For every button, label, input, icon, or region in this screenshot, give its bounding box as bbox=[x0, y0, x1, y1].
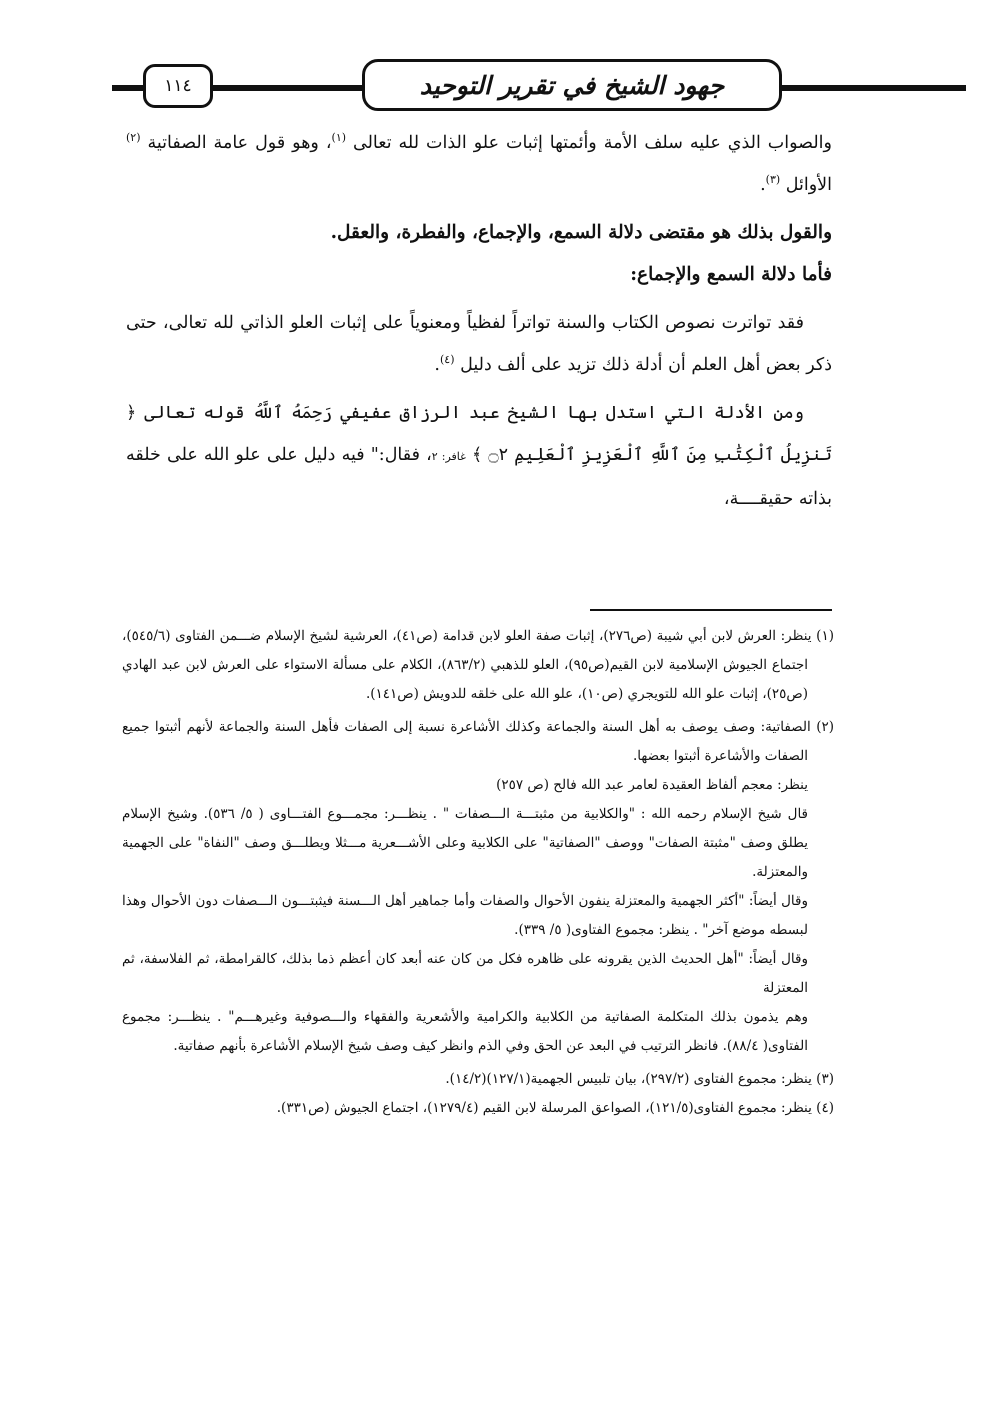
footnote-ref-3: (٣) bbox=[765, 173, 781, 187]
quran-verse: ﴿ تَنزِيلُ ٱلْكِتَٰبِ مِنَ ٱللَّهِ ٱلْعَزِيزِ ٱلْعَلِيمِ ۝٢ ﴾ bbox=[126, 403, 832, 465]
footnote-2-line-3: قال شيخ الإسلام رحمه الله : "والكلابية من مثبتـــة الـــصفات " . ينظـــر: مجمـــوع الفتـــاوى ( ٥/ ٥٣٦). وشيخ الإسلام يطلق وصف "مثبتة الصفات" ووصف "الصفاتية" على الكلابية وعلى الأشـــعرية مـــثلا ويطلـــق وصف "النفاة" على الجهمية والمعتزلة. bbox=[122, 806, 809, 880]
verse-reference: غافر: ٢ bbox=[431, 450, 466, 463]
header-title: جهود الشيخ في تقرير التوحيد bbox=[419, 70, 725, 100]
paragraph-2: والقول بذلك هو مقتضى دلالة السمع، والإجماع، والفطرة، والعقل. bbox=[330, 222, 832, 243]
paragraph-4: فقد تواترت نصوص الكتاب والسنة تواتراً لفظياً ومعنوياً على إثبات العلو الذاتي لله تعالى، حتى ذكر بعض أهل العلم أن أدلة ذلك تزيد على ألف دليل $^{(٤)}$. bbox=[126, 313, 832, 375]
footnote-2-line-4: وقال أيضاً: "أكثر الجهمية والمعتزلة ينفون الأحوال والصفات وأما جماهير أهل الـــسنة فيثبتـــون الـــصفات دون الأحوال وهذا لبسطه موضع آخر" . ينظر: مجموع الفتاوى( ٥/ ٣٣٩). bbox=[122, 893, 808, 938]
page-number: ١١٤ bbox=[164, 76, 192, 96]
main-text bbox=[126, 122, 832, 520]
footnote-ref-1: (١) bbox=[331, 131, 347, 145]
paragraph-1: والصواب الذي عليه سلف الأمة وأئمتها إثبات علو الذات لله تعالى $^{(١)}$، وهو قول عامة الصفاتية $^{(٢)}$ الأوائل $^{(٣)}$. bbox=[126, 131, 832, 195]
paragraph-5: ومن الأدلة التي استدل بها الشيخ عبد الرزاق عفيفي رَحِمَهُ ٱللَّهُ قوله تعالى ﴿ تَنزِيلُ ٱلْكِتَٰبِ مِنَ ٱللَّهِ ٱلْعَزِيزِ ٱلْعَلِيمِ ۝٢ ﴾ غافر: ٢، فقال:" فيه دليل على علو الله على خلقه بذاته حقيقــــة، bbox=[126, 403, 832, 509]
section-heading: فأما دلالة السمع والإجماع: bbox=[630, 264, 832, 285]
footnote-ref-2: (٢) bbox=[126, 131, 141, 145]
footnote-2: (٢) الصفاتية: وصف يوصف به أهل السنة والجماعة وكذلك الأشاعرة نسبة إلى الصفات فأهل السنة والجماعة لأنهم أثبتوا جميع الصفات والأشاعرة أثبتوا بعضها. bbox=[122, 719, 835, 764]
footnote-4: (٤) ينظر: مجموع الفتاوى(١٢١/٥)، الصواعق المرسلة لابن القيم (١٢٧٩/٤)، اجتماع الجيوش (ص٣٣١). bbox=[276, 1100, 834, 1116]
footnote-1: (١) ينظر: العرش لابن أبي شيبة (ص٢٧٦)، إثبات صفة العلو لابن قدامة (ص٤١)، العرشية لشيخ الإسلام ضـــمن الفتاوى (٥٤٥/٦)، اجتماع الجيوش الإسلامية لابن القيم(ص٩٥)، العلو للذهبي (٨٦٣/٢)، الكلام على مسألة الاستواء على العرش لابن عبد الهادي (ص٢٥)، إثبات علو الله للتويجري (ص١٠)، علو الله على خلقه للدويش (ص١٤١). bbox=[122, 628, 834, 702]
page-number-box bbox=[143, 64, 213, 108]
footnote-separator bbox=[590, 609, 832, 611]
footnotes bbox=[122, 622, 834, 1123]
footnote-2-line-2: ينظر: معجم ألفاظ العقيدة لعامر عبد الله فالح (ص ٢٥٧) bbox=[496, 777, 808, 793]
header-title-box bbox=[362, 59, 782, 111]
footnote-ref-4: (٤) bbox=[440, 353, 455, 367]
footnote-2-line-6: وهم يذمون بذلك المتكلمة الصفاتية من الكلابية والكرامية والأشعرية والفقهاء والـــصوفية وغيرهـــم" . ينظـــر: مجموع الفتاوى( ٨٨/٤). فانظر الترتيب في البعد عن الحق وفي الذم وانظر كيف وصف شيخ الإسلام الأشاعرة بأنهم صفاتية. bbox=[122, 1009, 808, 1054]
footnote-2-line-5: وقال أيضاً: "أهل الحديث الذين يقرونه على ظاهره فكل من كان عنه أبعد كان أعظم ذما بذلك، كالقرامطة، ثم الفلاسفة، ثم المعتزلة bbox=[122, 951, 808, 996]
footnote-3: (٣) ينظر: مجموع الفتاوى (٢٩٧/٢)، بيان تلبيس الجهمية(١٢٧/١)(١٤/٢). bbox=[445, 1071, 834, 1087]
